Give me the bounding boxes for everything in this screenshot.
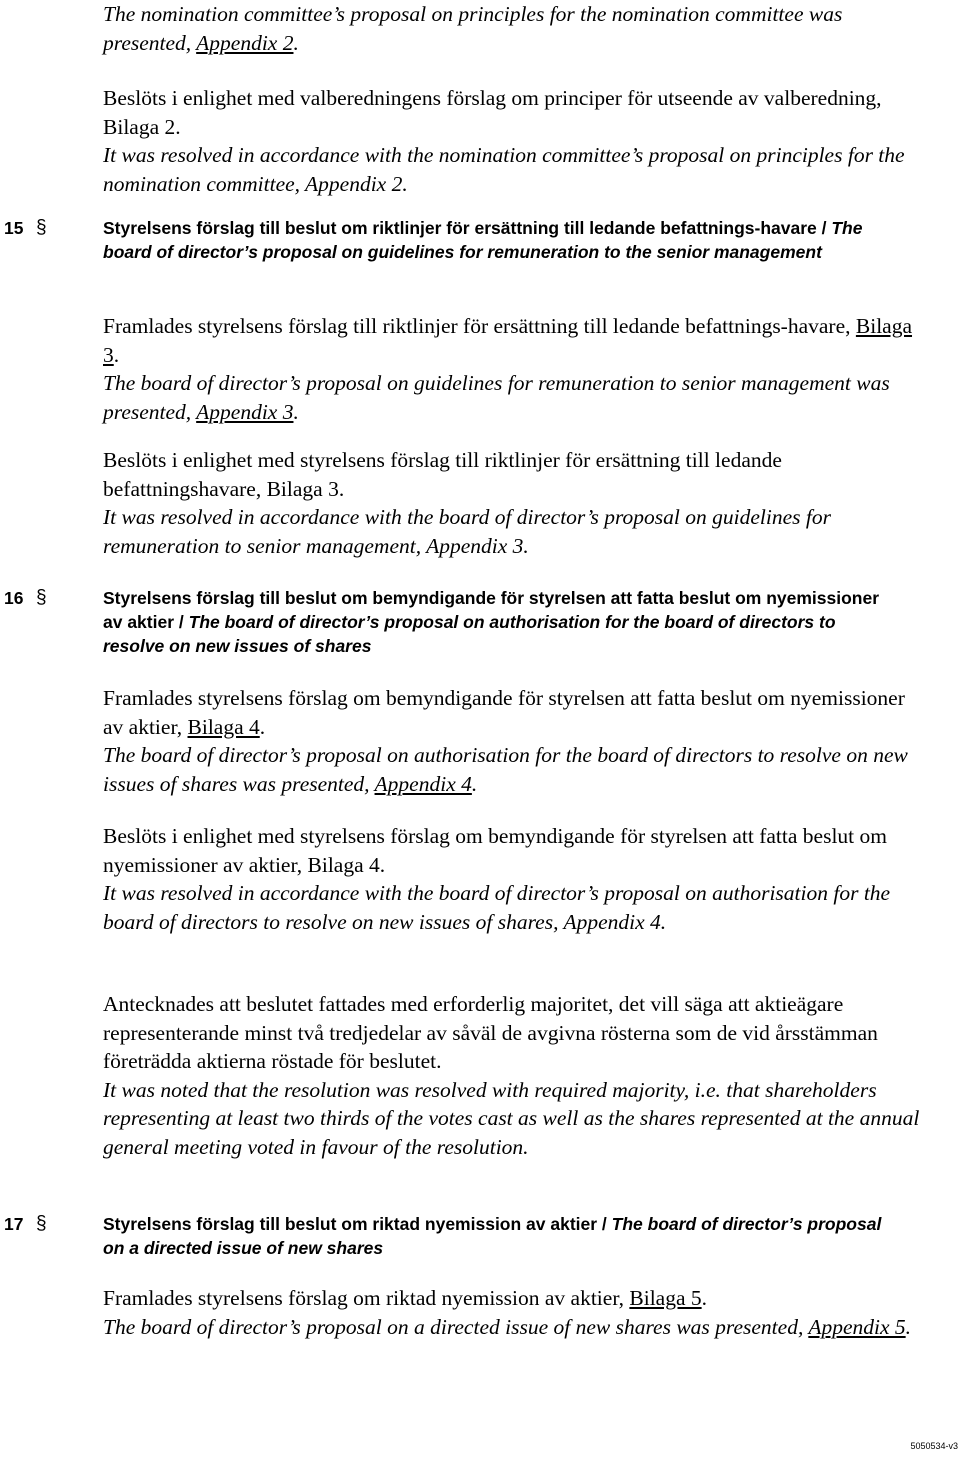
section-16-paragraph-3 xyxy=(103,990,923,1161)
top-en-resolved: It was resolved in accordance with the nomination committee’s proposal on principles for the nomination committee, Appendix 2. xyxy=(103,143,905,196)
s17-en-presented: The board of director’s proposal on a directed issue of new shares was presented, Appendix 5. xyxy=(103,1314,912,1339)
bilaga-3-link: Bilaga 3 xyxy=(103,314,913,367)
section-number: 16 xyxy=(4,588,24,608)
section-sign-icon: § xyxy=(36,587,47,608)
top-paragraph-2 xyxy=(103,84,923,198)
top-sv-resolved: Beslöts i enlighet med valberedningens förslag om principer för utseende av valberedning, Bilaga 2. xyxy=(103,86,882,139)
s16-sv-noted: Antecknades att beslutet fattades med erforderlig majoritet, det vill säga att aktieägare representerande minst två tredjedelar av såväl de avgivna rösterna som de vid årsstämman företrädda aktierna röstade för beslutet. xyxy=(103,992,878,1073)
top-en-presented: The nomination committee’s proposal on principles for the nomination committee was presented, Appendix 2. xyxy=(103,2,843,55)
section-17-paragraph-1 xyxy=(103,1284,923,1341)
section-16-paragraph-1 xyxy=(103,684,923,798)
bilaga-4-link: Bilaga 4 xyxy=(187,714,260,739)
section-sign-icon: § xyxy=(36,217,47,238)
bilaga-5-link: Bilaga 5 xyxy=(629,1286,702,1310)
top-paragraph-1 xyxy=(103,0,923,57)
s16-en-resolved: It was resolved in accordance with the board of director’s proposal on authorisation for the board of directors to resolve on new issues of shares, Appendix 4. xyxy=(103,881,891,934)
appendix-4-link: Appendix 4 xyxy=(374,771,472,796)
s16-sv-presented: Framlades styrelsens förslag om bemyndigande för styrelsen att fatta beslut om nyemissioner av aktier, Bilaga 4. xyxy=(103,686,905,739)
s16-en-noted: It was noted that the resolution was resolved with required majority, i.e. that shareholders representing at least two thirds of the votes cast as well as the shares represented at the annual general meeting voted in favour of the resolution. xyxy=(103,1077,920,1159)
section-16-paragraph-2 xyxy=(103,822,923,936)
section-16-title: Styrelsens förslag till beslut om bemyndigande för styrelsen att fatta beslut om nyemissioner av aktier / The board of director’s proposal on authorisation for the board of directors to resolve on new issues of shares xyxy=(103,588,880,656)
s15-en-presented: The board of director’s proposal on guidelines for remuneration to senior management was presented, Appendix 3. xyxy=(103,371,890,424)
appendix-5-link: Appendix 5 xyxy=(808,1314,906,1339)
section-17-title: Styrelsens förslag till beslut om riktad nyemission av aktier / The board of director’s proposal on a directed issue of new shares xyxy=(103,1214,882,1258)
appendix-2-link: Appendix 2 xyxy=(196,30,294,55)
section-number: 15 xyxy=(4,218,24,238)
s15-sv-presented: Framlades styrelsens förslag till riktlinjer för ersättning till ledande befattnings-havare, Bilaga 3. xyxy=(103,314,913,367)
s15-en-resolved: It was resolved in accordance with the board of director’s proposal on guidelines for remuneration to senior management, Appendix 3. xyxy=(103,505,831,558)
appendix-3-link: Appendix 3 xyxy=(196,399,294,424)
s17-sv-presented: Framlades styrelsens förslag om riktad nyemission av aktier, Bilaga 5. xyxy=(103,1286,707,1310)
s15-sv-resolved: Beslöts i enlighet med styrelsens förslag till riktlinjer för ersättning till ledande befattningshavare, Bilaga 3. xyxy=(103,448,782,501)
section-15-title: Styrelsens förslag till beslut om riktlinjer för ersättning till ledande befattnings-havare / The board of director’s proposal on guidelines for remuneration to the senior management xyxy=(103,218,863,262)
section-sign-icon: § xyxy=(36,1213,47,1234)
s16-en-presented: The board of director’s proposal on authorisation for the board of directors to resolve on new issues of shares was presented, Appendix 4. xyxy=(103,743,908,796)
section-number: 17 xyxy=(4,1214,24,1234)
section-15-paragraph-2 xyxy=(103,446,923,560)
section-15-paragraph-1 xyxy=(103,312,923,426)
s16-sv-resolved: Beslöts i enlighet med styrelsens förslag om bemyndigande för styrelsen att fatta beslut om nyemissioner av aktier, Bilaga 4. xyxy=(103,824,887,877)
document-id: 5050534-v3 xyxy=(910,1441,958,1451)
